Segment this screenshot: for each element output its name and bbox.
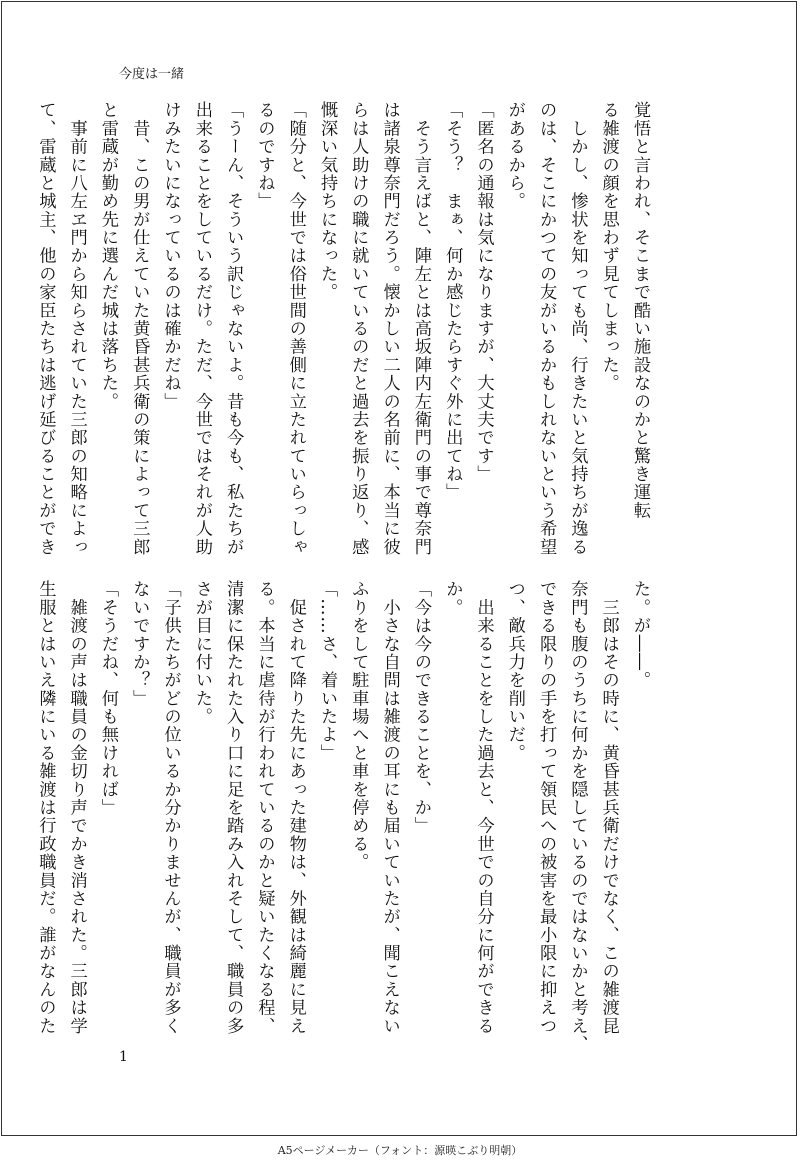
text-column: 奈門も腹のうちに何かを隠しているのではないかと考え、 (567, 580, 588, 1053)
text-column: 「匿名の通報は気になりますが、大丈夫です」 (473, 101, 494, 483)
footer-caption: A5ページメーカー（フォント：源暎こぶり明朝） (277, 1144, 523, 1157)
text-column: しかし、惨状を知っても尚、行きたいと気持ちが逸る (567, 101, 588, 556)
text-column: て、雷蔵と城主、他の家臣たちは逃げ延びることができ (35, 101, 56, 556)
lower-text-block (35, 580, 655, 1053)
text-column: 「今は今のできることを、か」 (410, 580, 431, 835)
text-column: 「うーん、そういう訳じゃないよ。昔も今も、私たちが (223, 101, 244, 556)
text-column: ないですか？」 (129, 580, 150, 708)
text-column: つ、敵兵力を削いだ。 (504, 580, 525, 762)
text-column: と雷蔵が勤め先に選んだ城は落ちた。 (97, 101, 118, 411)
text-column: 出来ることをした過去と、今世での自分に何ができる (473, 580, 494, 1035)
text-column: があるから。 (504, 101, 525, 211)
text-column: 覚悟と言われ、そこまで酷い施設なのかと驚き運転 (630, 101, 650, 520)
text-column: は諸泉尊奈門だろう。懐かしい二人の名前に、本当に彼 (379, 101, 400, 556)
text-column: 促されて降りた先にあった建物は、外観は綺麗に見え (285, 580, 306, 1035)
text-column: 「そうだね、何も無ければ」 (97, 580, 118, 817)
text-column: た。が――。 (630, 580, 650, 690)
text-column: 出来ることをしているだけ。ただ、今世ではそれが人助 (191, 101, 212, 556)
text-column: さが目に付いた。 (191, 580, 212, 726)
running-head: 今度は一緒 (119, 67, 185, 82)
text-column: る。本当に虐待が行われているのかと疑いたくなる程、 (254, 580, 275, 1035)
text-column: 雑渡の声は職員の金切り声でかき消された。三郎は学 (66, 580, 87, 1035)
page-number: 1 (119, 1049, 128, 1065)
text-column: るのですね」 (254, 101, 275, 211)
page-frame (1, 1, 797, 1136)
upper-text-block (35, 101, 655, 559)
text-column: 事前に八左ヱ門から知らされていた三郎の知略によっ (66, 101, 87, 556)
text-column: 慨深い気持ちになった。 (317, 101, 338, 302)
text-column: けみたいになっているのは確かだね」 (160, 101, 181, 411)
text-column: 「そう？ まぁ、何か感じたらすぐ外に出てね」 (442, 101, 463, 502)
text-column: 生服とはいえ隣にいる雑渡は行政職員だ。誰がなんのた (35, 580, 56, 1035)
text-column: 昔、この男が仕えていた黄昏甚兵衛の策によって三郎 (129, 101, 150, 556)
text-column: できる限りの手を打って領民への被害を最小限に抑えつ (536, 580, 557, 1035)
text-column: ふりをして駐車場へと車を停める。 (348, 580, 369, 872)
text-column: 三郎はその時に、黄昏甚兵衛だけでなく、この雑渡昆 (598, 580, 619, 1035)
text-column: か。 (442, 580, 463, 617)
text-column: る雑渡の顔を思わず見てしまった。 (598, 101, 619, 393)
text-column: 「子供たちがどの位いるか分かりませんが、職員が多く (160, 580, 181, 1035)
text-column: のは、そこにかつての友がいるかもしれないという希望 (536, 101, 557, 556)
text-column: 小さな自問は雑渡の耳にも届いていたが、聞こえない (379, 580, 400, 1035)
text-column: 「……さ、着いたよ」 (317, 580, 338, 762)
text-column: らは人助けの職に就いているのだと過去を振り返り、感 (348, 101, 369, 556)
text-column: 「随分と、今世では俗世間の善側に立たれていらっしゃ (285, 101, 306, 556)
text-column: そう言えばと、陣左とは高坂陣内左衛門の事で尊奈門 (410, 101, 431, 556)
text-column: 清潔に保たれた入り口に足を踏み入れそして、職員の多 (223, 580, 244, 1035)
